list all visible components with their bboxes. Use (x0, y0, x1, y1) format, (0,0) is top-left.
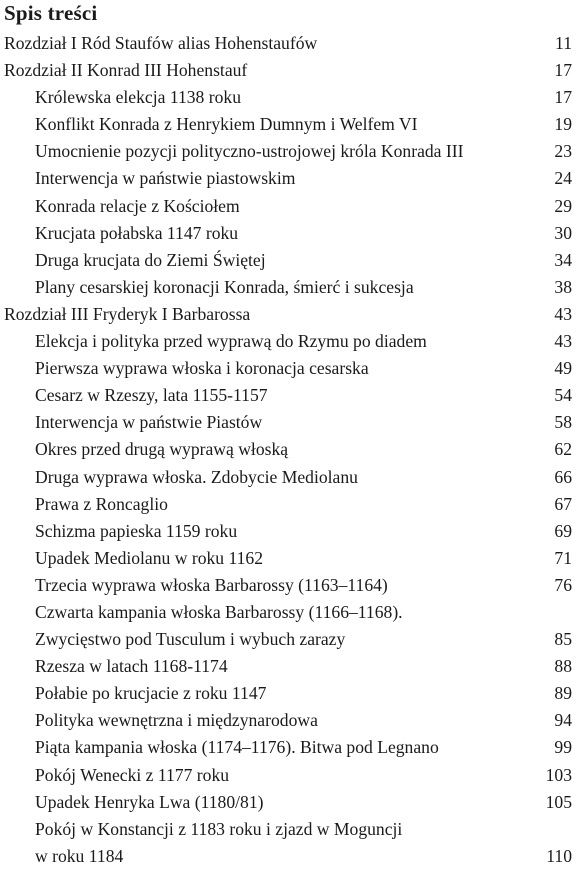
toc-section-entry (0, 680, 576, 707)
toc-section-entry (0, 247, 576, 274)
toc-page-number: 76 (554, 574, 572, 595)
toc-entry-title: Zwycięstwo pod Tusculum i wybuch zarazy (35, 629, 346, 650)
toc-entry-title: Plany cesarskiej koronacji Konrada, śmierć i sukcesja (35, 276, 414, 297)
toc-section-entry (0, 789, 576, 816)
toc-page-number: 19 (554, 114, 572, 135)
toc-section-entry (0, 328, 576, 355)
toc-section-entry (0, 762, 576, 789)
toc-entry-title: Królewska elekcja 1138 roku (35, 87, 242, 108)
toc-entry-title: Pokój w Konstancji z 1183 roku i zjazd w Moguncji (35, 818, 403, 839)
toc-entry-title: Połabie po krucjacie z roku 1147 (35, 683, 267, 704)
toc-entry-title: Okres przed drugą wyprawą włoską (35, 439, 289, 460)
toc-entry-title: Rozdział II Konrad III Hohenstauf (4, 60, 248, 81)
toc-page-number: 94 (554, 710, 572, 731)
toc-section-entry (0, 518, 576, 545)
toc-section-entry (0, 707, 576, 734)
toc-section-entry (0, 572, 576, 599)
toc-page-number: 17 (554, 60, 572, 81)
toc-page-number: 89 (554, 683, 572, 704)
toc-page-number: 103 (545, 764, 572, 785)
toc-section-entry (0, 464, 576, 491)
toc-entry-title: Prawa z Roncaglio (35, 493, 168, 514)
toc-entry-title: Upadek Mediolanu w roku 1162 (35, 547, 264, 568)
toc-section-entry (0, 165, 576, 192)
toc-section-entry (0, 599, 576, 626)
toc-section-entry (0, 409, 576, 436)
toc-page-number: 54 (554, 385, 572, 406)
toc-section-entry (0, 382, 576, 409)
toc-page-number: 85 (554, 629, 572, 650)
toc-entry-title: Pierwsza wyprawa włoska i koronacja cesarska (35, 358, 369, 379)
toc-section-entry (0, 220, 576, 247)
toc-page-number: 69 (554, 520, 572, 541)
toc-entry-title: Czwarta kampania włoska Barbarossy (1166–1168). (35, 601, 403, 622)
toc-section-entry (0, 734, 576, 761)
toc-page-number: 43 (554, 331, 572, 352)
toc-entry-title: Schizma papieska 1159 roku (35, 520, 238, 541)
toc-entry-title: Trzecia wyprawa włoska Barbarossy (1163–1164) (35, 574, 388, 595)
toc-page-number: 23 (554, 141, 572, 162)
toc-entry-title: Polityka wewnętrzna i międzynarodowa (35, 710, 318, 731)
toc-section-entry (0, 193, 576, 220)
toc-page-number: 24 (554, 168, 572, 189)
toc-list (0, 30, 576, 870)
toc-section-entry (0, 545, 576, 572)
toc-section-entry (0, 84, 576, 111)
toc-page-number: 62 (554, 439, 572, 460)
toc-entry-title: Piąta kampania włoska (1174–1176). Bitwa pod Legnano (35, 737, 439, 758)
toc-page-number: 30 (554, 222, 572, 243)
toc-section-entry (0, 653, 576, 680)
toc-section-entry (0, 111, 576, 138)
toc-page-number: 17 (554, 87, 572, 108)
toc-page-number: 58 (554, 412, 572, 433)
toc-entry-title: Cesarz w Rzeszy, lata 1155-1157 (35, 385, 268, 406)
toc-section-entry (0, 626, 576, 653)
toc-page-number: 67 (554, 493, 572, 514)
toc-entry-title: Interwencja w państwie piastowskim (35, 168, 296, 189)
toc-page-number: 34 (554, 249, 572, 270)
toc-entry-title: Pokój Wenecki z 1177 roku (35, 764, 230, 785)
toc-section-entry (0, 491, 576, 518)
toc-chapter-entry (0, 301, 576, 328)
toc-page-number: 29 (554, 195, 572, 216)
toc-section-entry (0, 355, 576, 382)
toc-entry-title: Rzesza w latach 1168-1174 (35, 656, 228, 677)
toc-entry-title: Druga krucjata do Ziemi Świętej (35, 249, 266, 270)
toc-page-number: 49 (554, 358, 572, 379)
toc-page-number: 38 (554, 276, 572, 297)
toc-entry-title: Rozdział III Fryderyk I Barbarossa (4, 303, 251, 324)
toc-entry-title: Rozdział I Ród Staufów alias Hohenstaufów (4, 33, 318, 53)
toc-page-number: 99 (554, 737, 572, 758)
toc-entry-title: w roku 1184 (35, 845, 124, 866)
toc-entry-title: Interwencja w państwie Piastów (35, 412, 263, 433)
toc-entry-title: Umocnienie pozycji polityczno-ustrojowej króla Konrada III (35, 141, 464, 162)
toc-section-entry (0, 138, 576, 165)
toc-page-number: 43 (554, 303, 572, 324)
toc-heading: Spis treści (4, 1, 98, 25)
toc-page-number: 11 (555, 33, 572, 53)
toc-chapter-entry (0, 30, 576, 57)
toc-page-number: 105 (545, 791, 572, 812)
toc-entry-title: Upadek Henryka Lwa (1180/81) (35, 791, 264, 812)
toc-entry-title: Konrada relacje z Kościołem (35, 195, 240, 216)
toc-entry-title: Konflikt Konrada z Henrykiem Dumnym i Welfem VI (35, 114, 418, 135)
toc-entry-title: Elekcja i polityka przed wyprawą do Rzymu po diadem (35, 331, 427, 352)
toc-entry-title: Druga wyprawa włoska. Zdobycie Mediolanu (35, 466, 358, 487)
toc-page-number: 88 (554, 656, 572, 677)
toc-chapter-entry (0, 57, 576, 84)
toc-section-entry (0, 816, 576, 843)
toc-page-number: 66 (554, 466, 572, 487)
toc-section-entry (0, 274, 576, 301)
toc-section-entry (0, 843, 576, 870)
toc-page-number: 110 (546, 845, 572, 866)
toc-entry-title: Krucjata połabska 1147 roku (35, 222, 239, 243)
toc-section-entry (0, 436, 576, 463)
toc-page-number: 71 (554, 547, 572, 568)
